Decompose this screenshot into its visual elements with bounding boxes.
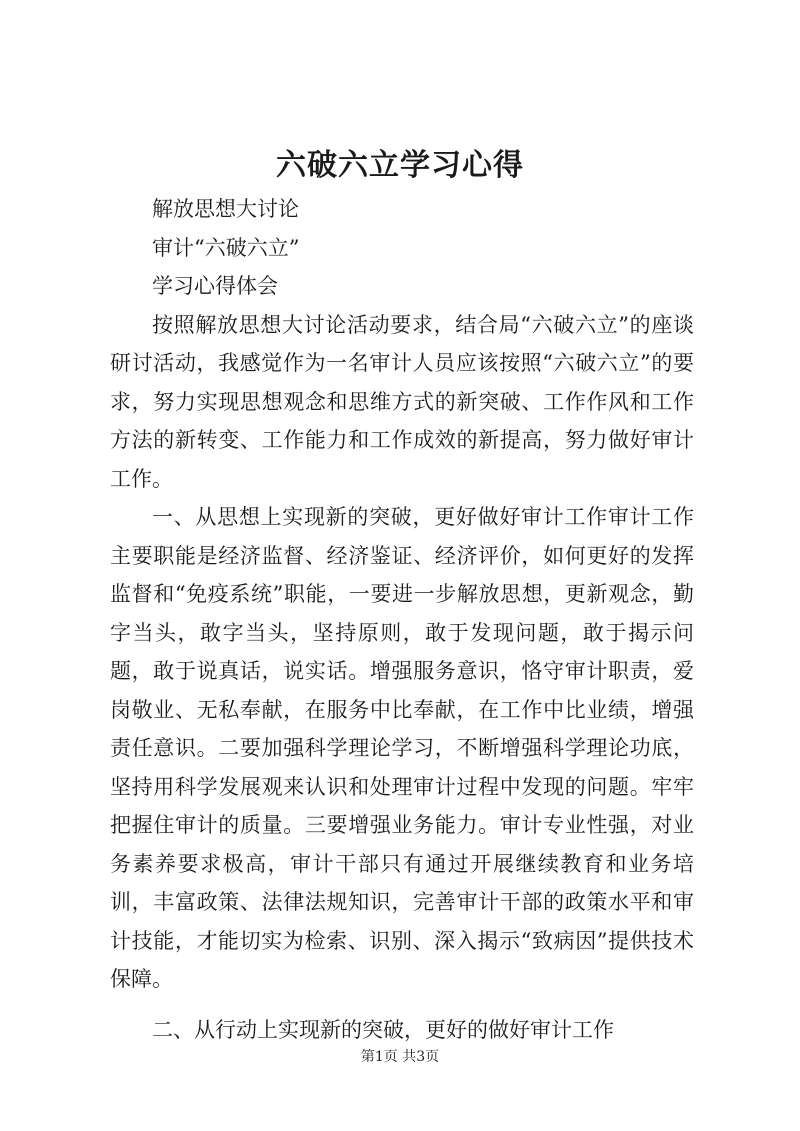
subheading-experience: 学习心得体会 <box>152 274 278 298</box>
paragraph-section-one: 一、从思想上实现新的突破，更好做好审计工作审计工作主要职能是经济监督、经济鉴证、经济评价，如何更好的发挥监督和“免疫系统”职能，一要进一步解放思想，更新观念，勤字当头，敢字当头，坚持原则，敢于发现问题，敢于揭示问题，敢于说真话，说实话。增强服务意识，恪守审计职责，爱岗敬业、无私奉献，在服务中比奉献，在工作中比业绩，增强责任意识。二要加强科学理论学习，不断增强科学理论功底，坚持用科学发展观来认识和处理审计过程中发现的问题。牢牢把握住审计的质量。三要增强业务能力。审计专业性强，对业务素养要求极高，审计干部只有通过开展继续教育和业务培训，丰富政策、法律法规知识，完善审计干部的政策水平和审计技能，才能切实为检索、识别、深入揭示“致病因”提供技术保障。 <box>110 505 694 991</box>
page-number-footer: 第1页 共3页 <box>360 1049 440 1065</box>
paragraph-intro: 按照解放思想大讨论活动要求，结合局“六破六立”的座谈研讨活动，我感觉作为一名审计人员应该按照“六破六立”的要求，努力实现思想观念和思维方式的新突破、工作作风和工作方法的新转变、工作能力和工作成效的新提高，努力做好审计工作。 <box>110 312 694 491</box>
subheading-audit: 审计“六破六立” <box>152 235 300 260</box>
subheading-discussion: 解放思想大讨论 <box>152 197 299 221</box>
paragraph-section-two-heading: 二、从行动上实现新的突破，更好的做好审计工作 <box>152 1017 614 1042</box>
document-title: 六破六立学习心得 <box>276 148 524 183</box>
document-body <box>110 190 694 1049</box>
